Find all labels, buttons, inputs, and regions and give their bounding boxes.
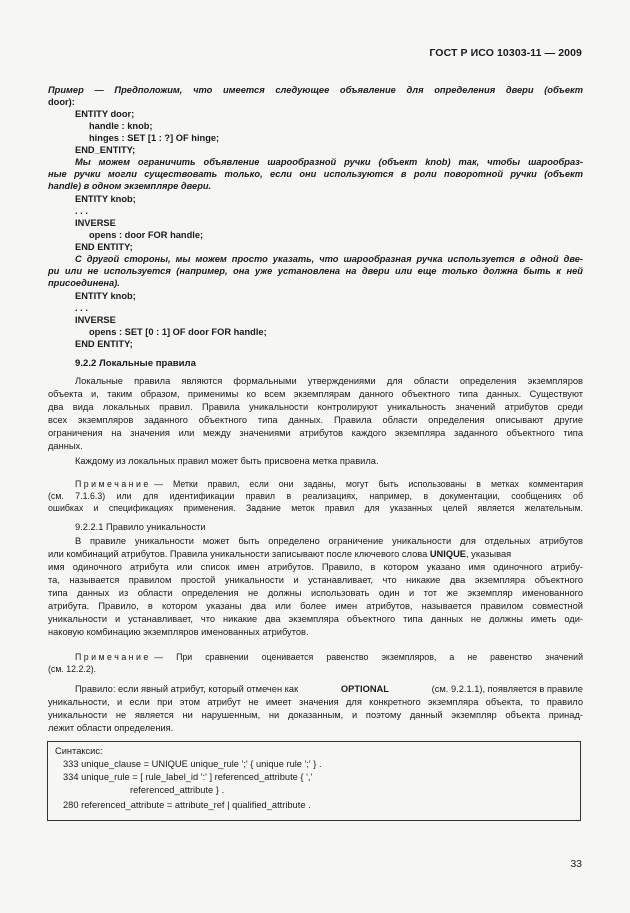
code-line: END ENTITY; — [75, 242, 133, 252]
note-line: ошибках и спецификациях применения. Задание меток правил для указанных целей является желательным. — [48, 503, 583, 513]
paragraph-text: Правило: если явный атрибут, который отмечен как — [75, 684, 299, 694]
paragraph-line: атрибута. Правило, в котором указаны два или более имен атрибутов, называется правилом совместной — [48, 601, 583, 611]
paragraph-text: , указывая — [466, 549, 512, 559]
example-line: ные ручки могли существовать только, если они используются в роли поворотной ручки (объект — [48, 169, 583, 179]
paragraph-line — [48, 548, 583, 561]
paragraph-line: уникальности, и если при этом атрибут не имеет значения для конкретного экземпляра объекта, то правило — [48, 697, 583, 707]
paragraph-line: лежит области определения. — [48, 723, 174, 733]
paragraph-line: имя одиночного атрибута или список имен атрибутов. Правило, в котором указано имя одиночного атрибу- — [48, 562, 583, 572]
paragraph-line: та, называется правилом простой уникальности и устанавливает, что никакие два экземпляра объектного — [48, 575, 583, 585]
subsection-heading: 9.2.2.1 Правило уникальности — [75, 522, 206, 532]
paragraph-line: объекта и, таким образом, применимы ко всем экземплярам данного объектного типа данных. Существуют — [48, 389, 583, 399]
note — [75, 478, 583, 490]
example-line: ри или не используется (например, она уже установлена на двери или еще только должна быть к ней — [48, 266, 583, 276]
paragraph-line: Локальные правила являются формальными утверждениями для области определения экземпляров — [75, 376, 583, 386]
code-line: opens : door FOR handle; — [89, 230, 204, 240]
document-header: ГОСТ Р ИСО 10303-11 — 2009 — [429, 47, 582, 59]
keyword-optional: OPTIONAL — [340, 684, 389, 694]
syntax-rule: 280 referenced_attribute = attribute_ref | qualified_attribute . — [63, 800, 311, 810]
code-line: opens : SET [0 : 1] OF door FOR handle; — [89, 327, 267, 337]
code-line: ENTITY door; — [75, 109, 135, 119]
code-line: END ENTITY; — [75, 339, 133, 349]
syntax-rule: 333 unique_clause = UNIQUE unique_rule ';' { unique rule ';' } . — [63, 759, 322, 769]
keyword-unique: UNIQUE — [429, 549, 467, 559]
paragraph-line: Каждому из локальных правил может быть присвоена метка правила. — [75, 456, 379, 466]
paragraph-line: уникальности и устанавливает, что никакие два экземпляра объектного типа данных не должны иметь оди- — [48, 614, 583, 624]
section-heading: 9.2.2 Локальные правила — [75, 358, 196, 369]
paragraph-line — [75, 683, 583, 696]
paragraph-line: типа данных из области определения не должны использовать один и тот же экземпляр именованного — [48, 588, 583, 598]
syntax-title: Синтаксис: — [55, 746, 103, 756]
code-line: ENTITY knob; — [75, 194, 136, 204]
note-label: П р и м е ч а н и е — [75, 479, 149, 489]
paragraph-line: наковую комбинацию экземпляров именованных атрибутов. — [48, 627, 309, 637]
code-line: . . . — [75, 206, 88, 216]
code-line: hinges : SET [1 : ?] OF hinge; — [89, 133, 220, 143]
code-line: . . . — [75, 303, 88, 313]
syntax-rule: 334 unique_rule = [ rule_label_id ':' ] referenced_attribute { ',' — [63, 772, 313, 782]
example-line: Пример — Предположим, что имеется следующее объявление для определения двери (объект — [48, 85, 583, 95]
paragraph-line: данных. — [48, 441, 83, 451]
page-number: 33 — [570, 858, 582, 870]
example-line: Мы можем ограничить объявление шарообразной ручки (объект knob) так, чтобы шарообраз- — [75, 157, 583, 167]
example-line: door): — [48, 97, 75, 107]
note-text: — При сравнении оценивается равенство экземпляров, а не равенство значений — [154, 652, 583, 662]
note — [75, 651, 583, 663]
code-line: INVERSE — [75, 315, 116, 325]
paragraph-line: всех экземпляров заданного объектного типа данных. Правила области определения описывают другие — [48, 415, 583, 425]
note-line: (см. 7.1.6.3) или для идентификации правил в реализациях, например, в документации, сообщениях об — [48, 491, 583, 501]
paragraph-text: (см. 9.2.1.1), появляется в правиле — [431, 684, 583, 694]
paragraph-line: уникальности не является ни нарушенным, ни доказанным, и поэтому данный экземпляр объекта принад- — [48, 710, 583, 720]
code-line: INVERSE — [75, 218, 116, 228]
paragraph-line: ограничения на значения или между значениями атрибутов каждого экземпляра заданного объектного типа — [48, 428, 583, 438]
note-text: — Метки правил, если они заданы, могут быть использованы в метках комментария — [154, 479, 583, 489]
paragraph-line: два вида локальных правил. Правила уникальности контролируют уникальность значений атрибутов среди — [48, 402, 583, 412]
syntax-rule-continuation: referenced_attribute } . — [130, 785, 225, 795]
paragraph-text: или комбинаций атрибутов. Правила уникальности записывают после ключевого слова — [48, 549, 428, 559]
code-line: ENTITY knob; — [75, 291, 136, 301]
example-line: С другой стороны, мы можем просто указать, что шарообразная ручка используется в одной две- — [75, 254, 583, 264]
code-line: END_ENTITY; — [75, 145, 136, 155]
note-label: П р и м е ч а н и е — [75, 652, 149, 662]
code-line: handle : knob; — [89, 121, 153, 131]
paragraph-line: В правиле уникальности может быть определено ограничение уникальности для отдельных атрибутов — [75, 536, 583, 546]
example-line: handle) в одном экземпляре двери. — [48, 181, 212, 191]
note-line: (см. 12.2.2). — [48, 664, 97, 674]
example-line: присоединена). — [48, 278, 120, 288]
